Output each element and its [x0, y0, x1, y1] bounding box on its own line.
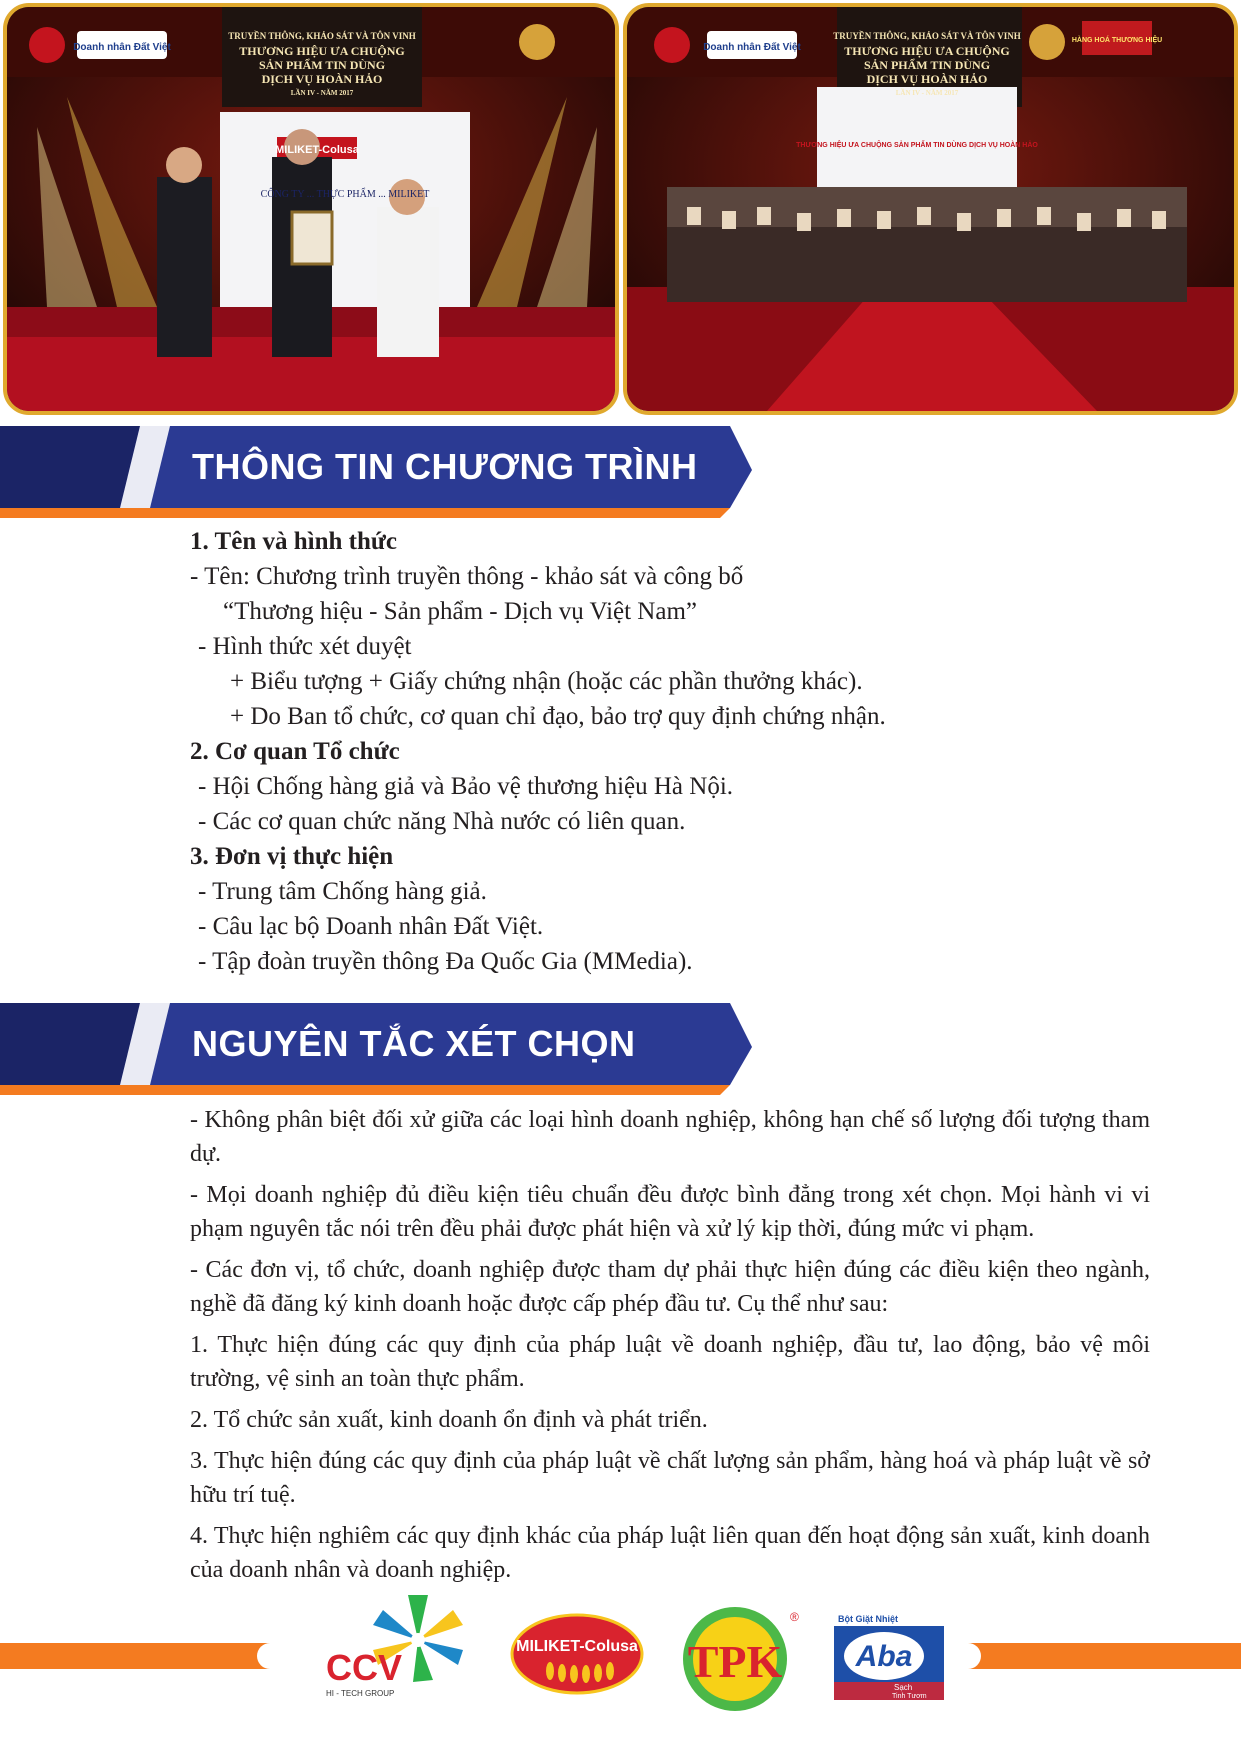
corner-sign-text: HÀNG HOÁ THƯƠNG HIỆU	[1071, 37, 1163, 44]
stage-text-line-4: DỊCH VỤ HOÀN HẢO	[261, 72, 383, 86]
paragraph: 2. Tổ chức sản xuất, kinh doanh ổn định và phát triển.	[190, 1407, 708, 1433]
section-header-selection-principles	[0, 1003, 760, 1095]
selection-principles-content	[190, 1103, 1150, 1594]
paragraph: - Các đơn vị, tổ chức, doanh nghiệp được tham dự phải thực hiện đúng các điều kiện theo ngành, nghề đã đăng ký kinh doanh hoặc được cấp phép đầu tư. Cụ thể như sau:	[190, 1257, 1150, 1317]
ceremony-scene-right	[627, 7, 1234, 411]
stage-text-line-3: SẢN PHẨM TIN DÙNG	[258, 58, 386, 72]
heading-implementer: 3. Đơn vị thực hiện	[190, 843, 394, 870]
name-line-2: “Thương hiệu - Sản phẩm - Dịch vụ Việt Nam”	[223, 598, 697, 625]
aba-name: Aba	[855, 1640, 913, 1673]
form-line: - Hình thức xét duyệt	[198, 633, 412, 660]
tpk-emblem	[680, 1603, 802, 1713]
miliket-logo	[510, 1613, 645, 1695]
stage-text-line-3: SẢN PHẨM TIN DÙNG	[863, 58, 991, 72]
miliket-emblem	[510, 1613, 645, 1695]
program-info-content	[190, 524, 1090, 979]
stage-text-line-2: THƯƠNG HIỆU ƯA CHUỘNG	[239, 44, 405, 58]
stage-text-line-4: DỊCH VỤ HOÀN HẢO	[866, 72, 988, 86]
form-item-1: + Biểu tượng + Giấy chứng nhận (hoặc các phần thưởng khác).	[230, 668, 863, 695]
tpk-logo	[680, 1603, 802, 1713]
ceremony-scene-left	[7, 7, 615, 411]
heading-organizer: 2. Cơ quan Tổ chức	[190, 738, 400, 765]
aba-sub-2: Tinh Tươm	[892, 1693, 927, 1700]
aba-emblem	[834, 1610, 944, 1700]
section-header-program-info	[0, 426, 760, 518]
stage-text-line-2: THƯƠNG HIỆU ƯA CHUỘNG	[844, 44, 1010, 58]
aba-top-text: Bột Giặt Nhiệt	[838, 1614, 898, 1624]
ccv-name: CCV	[326, 1647, 403, 1688]
award-ceremony-photo-right	[623, 3, 1238, 415]
paragraph: 1. Thực hiện đúng các quy định của pháp luật về doanh nghiệp, đầu tư, lao động, bảo vệ môi trường, vệ sinh an toàn thực phẩm.	[190, 1332, 1150, 1392]
miliket-name: MILIKET-Colusa	[516, 1638, 638, 1655]
ccv-tagline: HI - TECH GROUP	[326, 1689, 395, 1698]
screen-text: CÔNG TY ... THỰC PHẨM ... MILIKET	[260, 189, 430, 200]
list-item: - Tập đoàn truyền thông Đa Quốc Gia (MMedia).	[198, 948, 693, 975]
list-item: - Trung tâm Chống hàng giả.	[198, 878, 487, 905]
name-line-1: - Tên: Chương trình truyền thông - khảo sát và công bố	[190, 563, 744, 590]
paragraph: 4. Thực hiện nghiêm các quy định khác của pháp luật liên quan đến hoạt động sản xuất, kinh doanh của doanh nhân và doanh nghiệp.	[190, 1523, 1150, 1583]
tpk-name: TPK	[687, 1636, 783, 1687]
award-ceremony-photo-left	[3, 3, 619, 415]
list-item: - Các cơ quan chức năng Nhà nước có liên quan.	[198, 808, 686, 835]
aba-logo	[834, 1610, 944, 1700]
stage-text-line-1: TRUYỀN THÔNG, KHẢO SÁT VÀ TÔN VINH	[833, 31, 1021, 41]
aba-sub-1: Sạch	[894, 1683, 913, 1692]
list-item: - Câu lạc bộ Doanh nhân Đất Việt.	[198, 913, 544, 940]
ccv-logo	[318, 1590, 498, 1702]
form-item-2: + Do Ban tổ chức, cơ quan chỉ đạo, bảo trợ quy định chứng nhận.	[230, 703, 886, 730]
screen-text: THƯƠNG HIỆU ƯA CHUỘNG SẢN PHẨM TIN DÙNG DỊCH VỤ HOÀN HẢO	[796, 142, 1038, 149]
stage-text-line-5: LẦN IV - NĂM 2017	[290, 89, 354, 97]
paragraph: - Không phân biệt đối xử giữa các loại hình doanh nghiệp, không hạn chế số lượng đối tượng tham dự.	[190, 1107, 1150, 1167]
stage-text-line-5: LẦN IV - NĂM 2017	[895, 89, 959, 97]
heading-name-and-form: 1. Tên và hình thức	[190, 528, 397, 555]
brand-sign-text: MILIKET-Colusa	[275, 144, 359, 156]
paragraph: 3. Thực hiện đúng các quy định của pháp luật về chất lượng sản phẩm, hàng hoá và pháp luật về sở hữu trí tuệ.	[190, 1448, 1150, 1508]
sponsor-logo-text: Doanh nhân Đất Việt	[73, 42, 171, 53]
registered-mark: ®	[790, 1610, 799, 1624]
paragraph: - Mọi doanh nghiệp đủ điều kiện tiêu chuẩn đều được bình đẳng trong xét chọn. Mọi hành vi vi phạm nguyên tắc nói trên đều phải được phát hiện và xử lý kịp thời, đúng mức vi phạm.	[190, 1182, 1150, 1242]
ccv-emblem	[318, 1590, 498, 1702]
award-recipients-group	[667, 187, 1187, 302]
section-title: THÔNG TIN CHƯƠNG TRÌNH	[192, 446, 698, 487]
sponsor-logo-text: Doanh nhân Đất Việt	[703, 42, 801, 53]
section-title: NGUYÊN TẮC XÉT CHỌN	[192, 1023, 636, 1064]
list-item: - Hội Chống hàng giả và Bảo vệ thương hiệu Hà Nội.	[198, 773, 734, 800]
stage-text-line-1: TRUYỀN THÔNG, KHẢO SÁT VÀ TÔN VINH	[228, 31, 416, 41]
